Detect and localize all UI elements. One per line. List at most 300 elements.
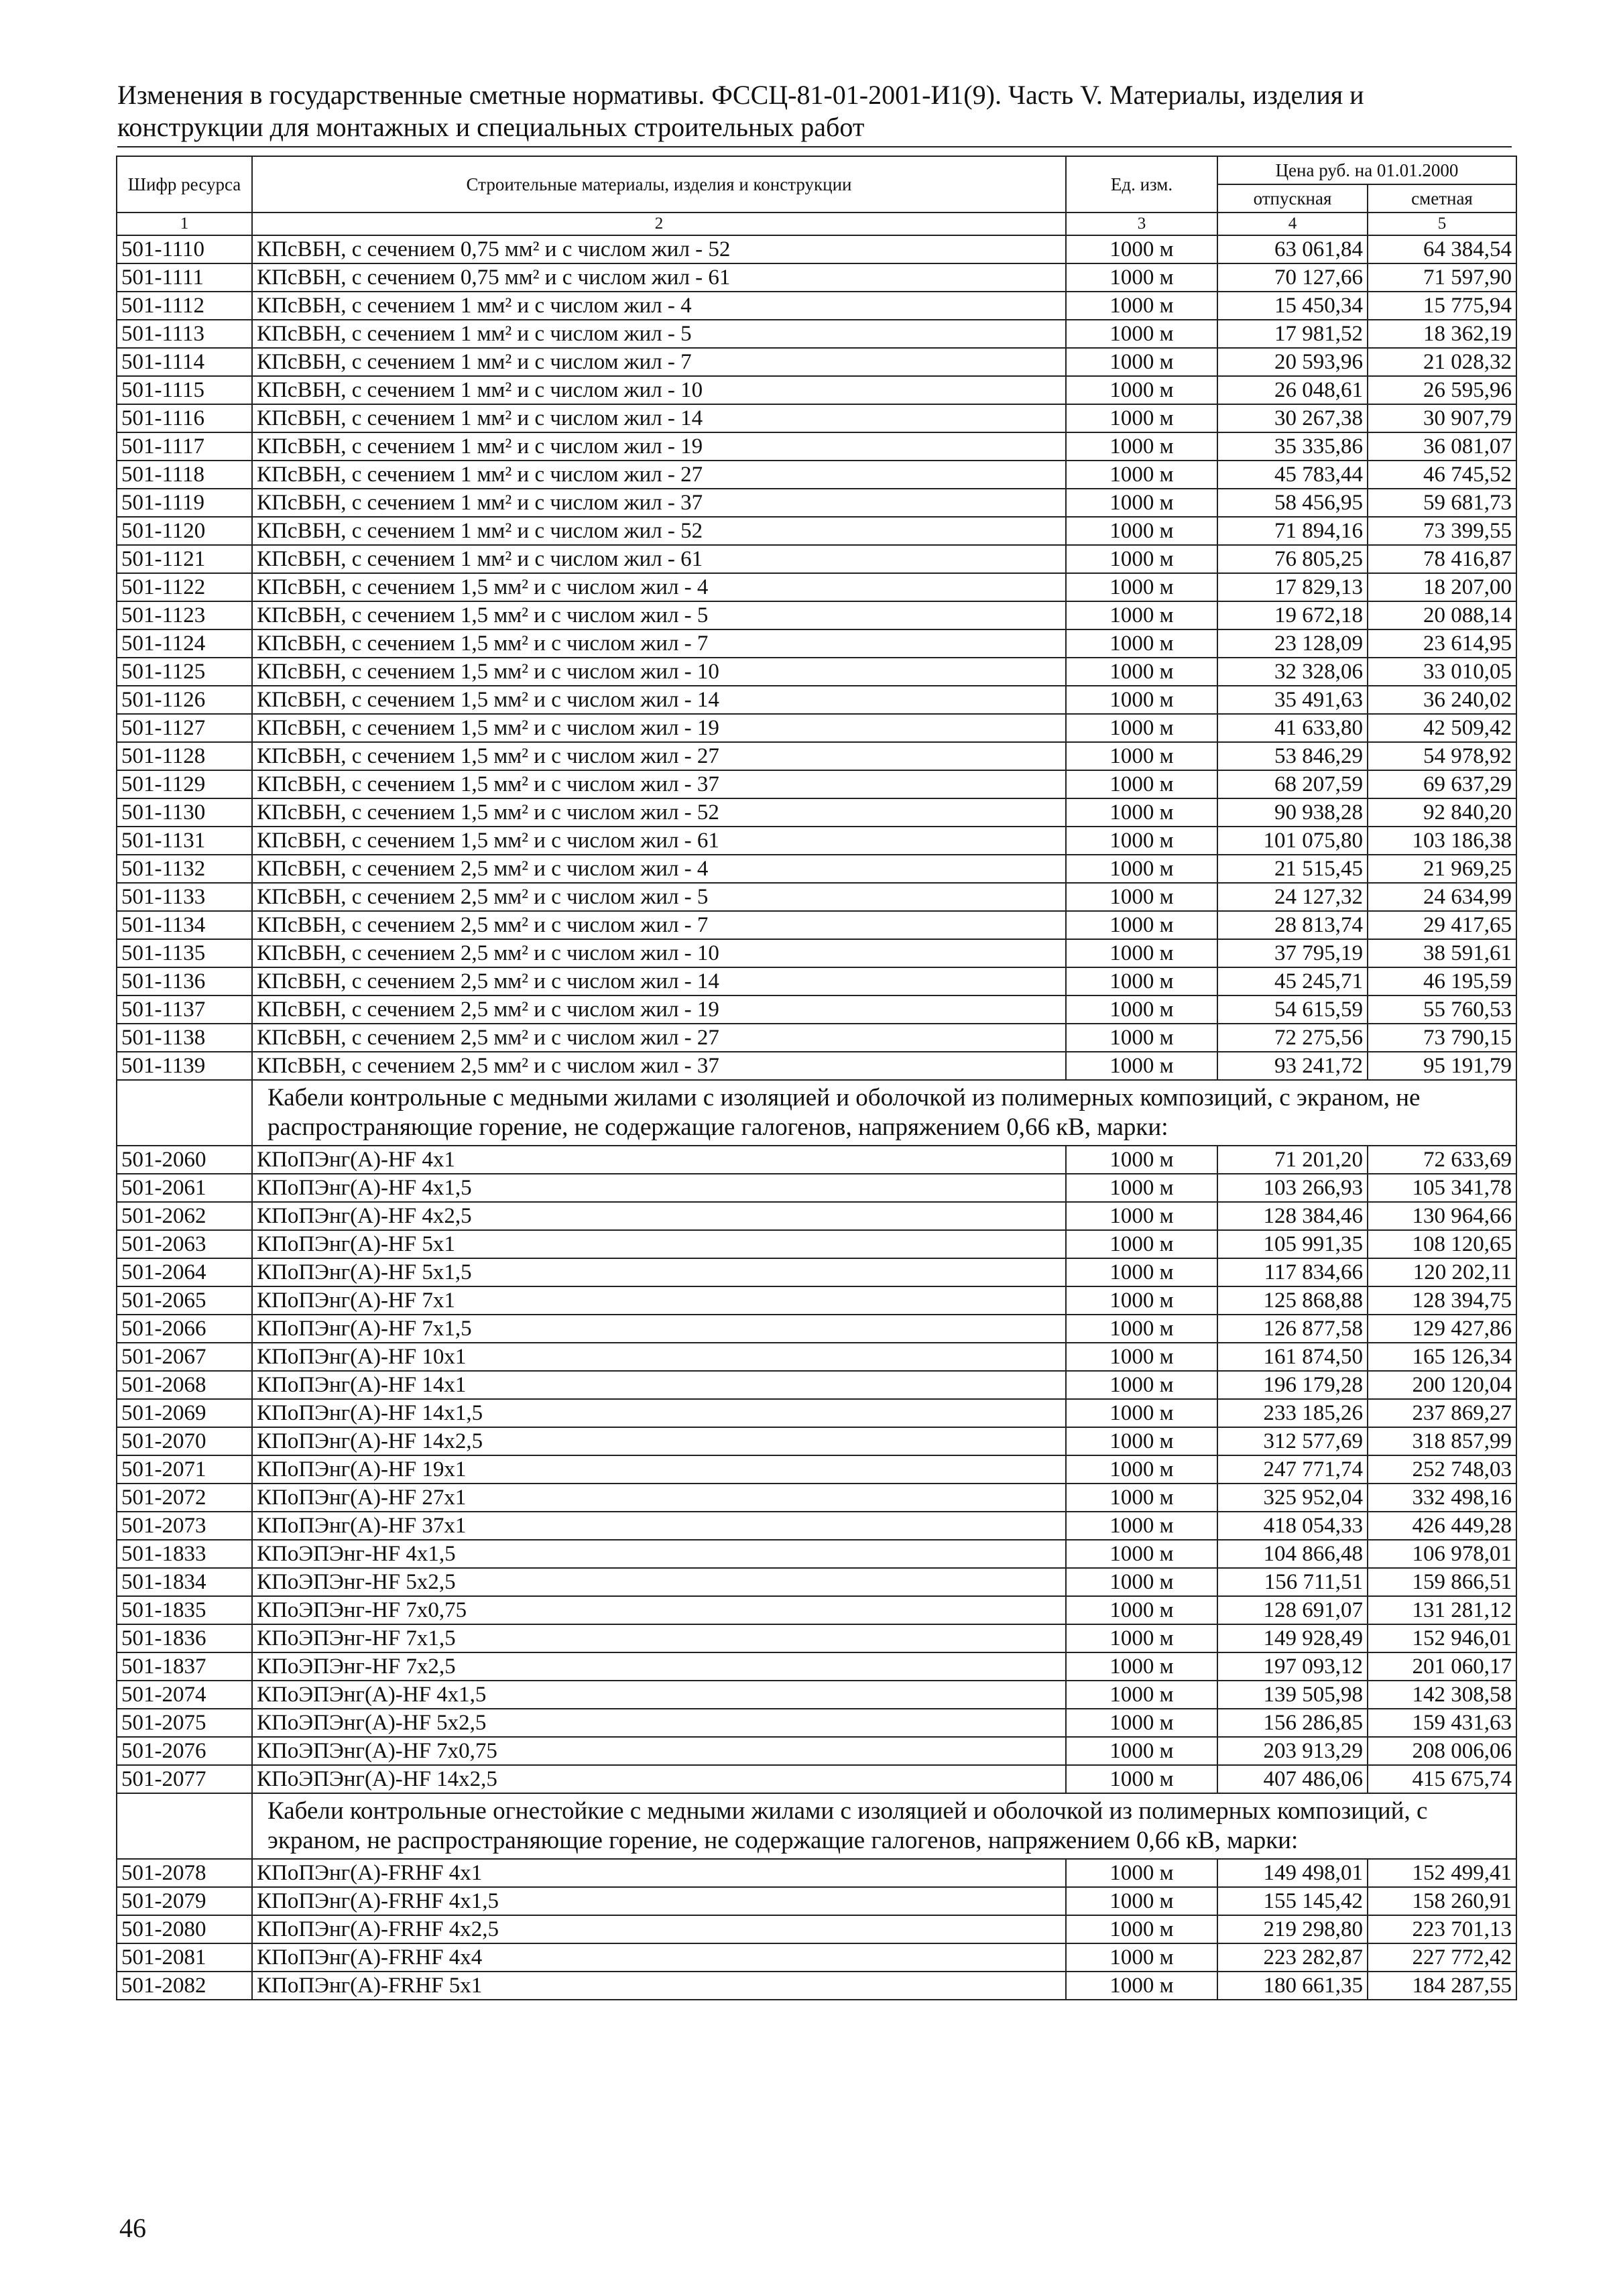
resource-code: 501-2078 bbox=[117, 1859, 252, 1887]
table-row bbox=[117, 489, 1516, 517]
table-row bbox=[117, 1455, 1516, 1484]
header-line-1: Изменения в государственные сметные нормативы. ФССЦ-81-01-2001-И1(9). Часть V. Материалы, изделия и bbox=[117, 80, 1364, 110]
material-name: КПоПЭнг(А)-FRHF 4x2,5 bbox=[252, 1915, 1066, 1943]
release-price: 203 913,29 bbox=[1217, 1737, 1368, 1765]
material-name: КПсВБН, с сечением 1 мм² и с числом жил - 27 bbox=[252, 461, 1066, 489]
table-row bbox=[117, 1258, 1516, 1286]
estimate-price: 129 427,86 bbox=[1368, 1315, 1516, 1343]
release-price: 105 991,35 bbox=[1217, 1230, 1368, 1258]
estimate-price: 78 416,87 bbox=[1368, 545, 1516, 573]
release-price: 70 127,66 bbox=[1217, 263, 1368, 292]
release-price: 233 185,26 bbox=[1217, 1399, 1368, 1427]
resource-code: 501-1833 bbox=[117, 1540, 252, 1568]
release-price: 223 282,87 bbox=[1217, 1943, 1368, 1972]
resource-code: 501-2069 bbox=[117, 1399, 252, 1427]
table-row bbox=[117, 292, 1516, 320]
estimate-price: 128 394,75 bbox=[1368, 1286, 1516, 1315]
header-rule bbox=[117, 146, 1512, 147]
resource-code: 501-1119 bbox=[117, 489, 252, 517]
estimate-price: 159 431,63 bbox=[1368, 1709, 1516, 1737]
resource-code: 501-1117 bbox=[117, 432, 252, 461]
material-name: КПоЭПЭнг-HF 5x2,5 bbox=[252, 1568, 1066, 1596]
unit-of-measure: 1000 м bbox=[1066, 1427, 1217, 1455]
release-price: 93 241,72 bbox=[1217, 1052, 1368, 1080]
estimate-price: 200 120,04 bbox=[1368, 1371, 1516, 1399]
table-row bbox=[117, 573, 1516, 601]
resource-code: 501-1139 bbox=[117, 1052, 252, 1080]
unit-of-measure: 1000 м bbox=[1066, 939, 1217, 967]
table-row bbox=[117, 320, 1516, 348]
material-name: КПсВБН, с сечением 1,5 мм² и с числом жил - 7 bbox=[252, 629, 1066, 658]
unit-of-measure: 1000 м bbox=[1066, 292, 1217, 320]
release-price: 312 577,69 bbox=[1217, 1427, 1368, 1455]
resource-code: 501-1121 bbox=[117, 545, 252, 573]
material-name: КПсВБН, с сечением 2,5 мм² и с числом жил - 10 bbox=[252, 939, 1066, 967]
estimate-price: 332 498,16 bbox=[1368, 1484, 1516, 1512]
estimate-price: 227 772,42 bbox=[1368, 1943, 1516, 1972]
header-line-2: конструкции для монтажных и специальных строительных работ bbox=[117, 112, 865, 142]
resource-code: 501-2065 bbox=[117, 1286, 252, 1315]
unit-of-measure: 1000 м bbox=[1066, 1540, 1217, 1568]
table-row bbox=[117, 404, 1516, 432]
estimate-price: 46 745,52 bbox=[1368, 461, 1516, 489]
document-header bbox=[117, 79, 1512, 143]
unit-of-measure: 1000 м bbox=[1066, 263, 1217, 292]
release-price: 104 866,48 bbox=[1217, 1540, 1368, 1568]
unit-of-measure: 1000 м bbox=[1066, 545, 1217, 573]
material-name: КПоПЭнг(А)-FRHF 4x1 bbox=[252, 1859, 1066, 1887]
section-header-row bbox=[117, 1793, 1516, 1859]
resource-code: 501-2063 bbox=[117, 1230, 252, 1258]
estimate-price: 33 010,05 bbox=[1368, 658, 1516, 686]
resource-code: 501-2079 bbox=[117, 1887, 252, 1915]
estimate-price: 95 191,79 bbox=[1368, 1052, 1516, 1080]
resource-code: 501-1138 bbox=[117, 1024, 252, 1052]
table-row bbox=[117, 545, 1516, 573]
table-row bbox=[117, 939, 1516, 967]
release-price: 101 075,80 bbox=[1217, 827, 1368, 855]
release-price: 247 771,74 bbox=[1217, 1455, 1368, 1484]
resource-code: 501-2072 bbox=[117, 1484, 252, 1512]
material-name: КПоПЭнг(А)-HF 10x1 bbox=[252, 1343, 1066, 1371]
resource-code: 501-1836 bbox=[117, 1624, 252, 1652]
material-name: КПоПЭнг(А)-HF 7x1,5 bbox=[252, 1315, 1066, 1343]
material-name: КПоПЭнг(А)-HF 7x1 bbox=[252, 1286, 1066, 1315]
release-price: 54 615,59 bbox=[1217, 995, 1368, 1024]
resource-code: 501-2061 bbox=[117, 1174, 252, 1202]
table-row bbox=[117, 1146, 1516, 1174]
release-price: 156 711,51 bbox=[1217, 1568, 1368, 1596]
release-price: 418 054,33 bbox=[1217, 1512, 1368, 1540]
unit-of-measure: 1000 м bbox=[1066, 1230, 1217, 1258]
release-price: 20 593,96 bbox=[1217, 348, 1368, 376]
release-price: 68 207,59 bbox=[1217, 770, 1368, 798]
resource-code: 501-1127 bbox=[117, 714, 252, 742]
release-price: 45 783,44 bbox=[1217, 461, 1368, 489]
unit-of-measure: 1000 м bbox=[1066, 461, 1217, 489]
release-price: 161 874,50 bbox=[1217, 1343, 1368, 1371]
material-name: КПсВБН, с сечением 2,5 мм² и с числом жил - 37 bbox=[252, 1052, 1066, 1080]
unit-of-measure: 1000 м bbox=[1066, 714, 1217, 742]
estimate-price: 59 681,73 bbox=[1368, 489, 1516, 517]
unit-of-measure: 1000 м bbox=[1066, 770, 1217, 798]
release-price: 139 505,98 bbox=[1217, 1681, 1368, 1709]
estimate-price: 92 840,20 bbox=[1368, 798, 1516, 827]
table-row bbox=[117, 883, 1516, 911]
column-number: 3 bbox=[1066, 213, 1217, 235]
table-row bbox=[117, 1859, 1516, 1887]
unit-of-measure: 1000 м bbox=[1066, 883, 1217, 911]
material-name: КПсВБН, с сечением 1,5 мм² и с числом жил - 27 bbox=[252, 742, 1066, 770]
section-title: Кабели контрольные огнестойкие с медными жилами с изоляцией и оболочкой из полимерных композиций, с экраном, не распространяющие горение, не содержащие галогенов, напряжением 0,66 кВ, марки: bbox=[252, 1793, 1516, 1859]
resource-code: 501-1834 bbox=[117, 1568, 252, 1596]
resource-code: 501-1123 bbox=[117, 601, 252, 629]
release-price: 103 266,93 bbox=[1217, 1174, 1368, 1202]
estimate-price: 108 120,65 bbox=[1368, 1230, 1516, 1258]
estimate-price: 208 006,06 bbox=[1368, 1737, 1516, 1765]
release-price: 76 805,25 bbox=[1217, 545, 1368, 573]
resource-code: 501-1112 bbox=[117, 292, 252, 320]
section-code-cell bbox=[117, 1080, 252, 1146]
section-header-row bbox=[117, 1080, 1516, 1146]
table-row bbox=[117, 855, 1516, 883]
material-name: КПоПЭнг(А)-HF 19x1 bbox=[252, 1455, 1066, 1484]
resource-code: 501-1124 bbox=[117, 629, 252, 658]
material-name: КПоПЭнг(А)-HF 4x1,5 bbox=[252, 1174, 1066, 1202]
estimate-price: 131 281,12 bbox=[1368, 1596, 1516, 1624]
unit-of-measure: 1000 м bbox=[1066, 827, 1217, 855]
estimate-price: 120 202,11 bbox=[1368, 1258, 1516, 1286]
table-row bbox=[117, 376, 1516, 404]
material-name: КПсВБН, с сечением 2,5 мм² и с числом жил - 7 bbox=[252, 911, 1066, 939]
release-price: 63 061,84 bbox=[1217, 235, 1368, 263]
estimate-price: 18 362,19 bbox=[1368, 320, 1516, 348]
resource-code: 501-1837 bbox=[117, 1652, 252, 1681]
resource-code: 501-2070 bbox=[117, 1427, 252, 1455]
unit-of-measure: 1000 м bbox=[1066, 1596, 1217, 1624]
header-name: Строительные материалы, изделия и конструкции bbox=[252, 156, 1066, 213]
material-name: КПсВБН, с сечением 1 мм² и с числом жил - 52 bbox=[252, 517, 1066, 545]
release-price: 19 672,18 bbox=[1217, 601, 1368, 629]
resource-code: 501-1128 bbox=[117, 742, 252, 770]
resource-code: 501-2066 bbox=[117, 1315, 252, 1343]
release-price: 407 486,06 bbox=[1217, 1765, 1368, 1793]
material-name: КПоЭПЭнг(А)-HF 5x2,5 bbox=[252, 1709, 1066, 1737]
unit-of-measure: 1000 м bbox=[1066, 742, 1217, 770]
material-name: КПоЭПЭнг-HF 4x1,5 bbox=[252, 1540, 1066, 1568]
column-numbers-row bbox=[117, 213, 1516, 235]
resource-code: 501-1130 bbox=[117, 798, 252, 827]
table-row bbox=[117, 1512, 1516, 1540]
material-name: КПоЭПЭнг(А)-HF 14x2,5 bbox=[252, 1765, 1066, 1793]
material-name: КПоПЭнг(А)-HF 37x1 bbox=[252, 1512, 1066, 1540]
release-price: 17 981,52 bbox=[1217, 320, 1368, 348]
release-price: 149 928,49 bbox=[1217, 1624, 1368, 1652]
unit-of-measure: 1000 м bbox=[1066, 1737, 1217, 1765]
table-row bbox=[117, 1972, 1516, 2000]
table-row bbox=[117, 1943, 1516, 1972]
material-name: КПсВБН, с сечением 1 мм² и с числом жил - 14 bbox=[252, 404, 1066, 432]
resource-code: 501-1118 bbox=[117, 461, 252, 489]
resource-code: 501-2082 bbox=[117, 1972, 252, 2000]
material-name: КПсВБН, с сечением 1,5 мм² и с числом жил - 52 bbox=[252, 798, 1066, 827]
resource-code: 501-1113 bbox=[117, 320, 252, 348]
estimate-price: 152 499,41 bbox=[1368, 1859, 1516, 1887]
estimate-price: 152 946,01 bbox=[1368, 1624, 1516, 1652]
release-price: 28 813,74 bbox=[1217, 911, 1368, 939]
table-row bbox=[117, 1709, 1516, 1737]
unit-of-measure: 1000 м bbox=[1066, 1371, 1217, 1399]
resource-code: 501-2064 bbox=[117, 1258, 252, 1286]
resource-code: 501-2062 bbox=[117, 1202, 252, 1230]
table-row bbox=[117, 348, 1516, 376]
material-name: КПсВБН, с сечением 2,5 мм² и с числом жил - 4 bbox=[252, 855, 1066, 883]
unit-of-measure: 1000 м bbox=[1066, 1512, 1217, 1540]
resource-code: 501-2076 bbox=[117, 1737, 252, 1765]
release-price: 219 298,80 bbox=[1217, 1915, 1368, 1943]
release-price: 196 179,28 bbox=[1217, 1371, 1368, 1399]
estimate-price: 64 384,54 bbox=[1368, 235, 1516, 263]
resource-code: 501-1126 bbox=[117, 686, 252, 714]
unit-of-measure: 1000 м bbox=[1066, 1943, 1217, 1972]
estimate-price: 106 978,01 bbox=[1368, 1540, 1516, 1568]
table-row bbox=[117, 995, 1516, 1024]
table-row bbox=[117, 1371, 1516, 1399]
table-row bbox=[117, 686, 1516, 714]
resource-code: 501-2060 bbox=[117, 1146, 252, 1174]
release-price: 128 384,46 bbox=[1217, 1202, 1368, 1230]
resource-code: 501-2074 bbox=[117, 1681, 252, 1709]
release-price: 30 267,38 bbox=[1217, 404, 1368, 432]
unit-of-measure: 1000 м bbox=[1066, 1972, 1217, 2000]
unit-of-measure: 1000 м bbox=[1066, 1146, 1217, 1174]
resource-code: 501-2067 bbox=[117, 1343, 252, 1371]
estimate-price: 36 081,07 bbox=[1368, 432, 1516, 461]
table-row bbox=[117, 770, 1516, 798]
release-price: 156 286,85 bbox=[1217, 1709, 1368, 1737]
material-name: КПсВБН, с сечением 1 мм² и с числом жил - 4 bbox=[252, 292, 1066, 320]
release-price: 197 093,12 bbox=[1217, 1652, 1368, 1681]
material-name: КПоПЭнг(А)-FRHF 4x1,5 bbox=[252, 1887, 1066, 1915]
material-name: КПсВБН, с сечением 1,5 мм² и с числом жил - 19 bbox=[252, 714, 1066, 742]
table-row bbox=[117, 432, 1516, 461]
release-price: 71 201,20 bbox=[1217, 1146, 1368, 1174]
material-name: КПоПЭнг(А)-HF 14x1 bbox=[252, 1371, 1066, 1399]
estimate-price: 71 597,90 bbox=[1368, 263, 1516, 292]
release-price: 37 795,19 bbox=[1217, 939, 1368, 967]
resource-code: 501-2068 bbox=[117, 1371, 252, 1399]
release-price: 117 834,66 bbox=[1217, 1258, 1368, 1286]
material-name: КПсВБН, с сечением 1 мм² и с числом жил - 10 bbox=[252, 376, 1066, 404]
material-name: КПоЭПЭнг(А)-HF 7x0,75 bbox=[252, 1737, 1066, 1765]
resource-code: 501-1114 bbox=[117, 348, 252, 376]
material-name: КПсВБН, с сечением 2,5 мм² и с числом жил - 19 bbox=[252, 995, 1066, 1024]
resource-code: 501-1120 bbox=[117, 517, 252, 545]
material-name: КПоЭПЭнг-HF 7x0,75 bbox=[252, 1596, 1066, 1624]
unit-of-measure: 1000 м bbox=[1066, 629, 1217, 658]
material-name: КПоЭПЭнг(А)-HF 4x1,5 bbox=[252, 1681, 1066, 1709]
unit-of-measure: 1000 м bbox=[1066, 798, 1217, 827]
estimate-price: 103 186,38 bbox=[1368, 827, 1516, 855]
resource-code: 501-1835 bbox=[117, 1596, 252, 1624]
table-row bbox=[117, 601, 1516, 629]
table-row bbox=[117, 1052, 1516, 1080]
unit-of-measure: 1000 м bbox=[1066, 1915, 1217, 1943]
estimate-price: 36 240,02 bbox=[1368, 686, 1516, 714]
material-name: КПсВБН, с сечением 2,5 мм² и с числом жил - 14 bbox=[252, 967, 1066, 995]
unit-of-measure: 1000 м bbox=[1066, 1343, 1217, 1371]
unit-of-measure: 1000 м bbox=[1066, 967, 1217, 995]
table-row bbox=[117, 1427, 1516, 1455]
estimate-price: 18 207,00 bbox=[1368, 573, 1516, 601]
unit-of-measure: 1000 м bbox=[1066, 517, 1217, 545]
material-name: КПсВБН, с сечением 1,5 мм² и с числом жил - 37 bbox=[252, 770, 1066, 798]
table-row bbox=[117, 742, 1516, 770]
material-name: КПоПЭнг(А)-HF 5x1,5 bbox=[252, 1258, 1066, 1286]
release-price: 24 127,32 bbox=[1217, 883, 1368, 911]
release-price: 325 952,04 bbox=[1217, 1484, 1368, 1512]
table-row bbox=[117, 1024, 1516, 1052]
resource-code: 501-1133 bbox=[117, 883, 252, 911]
material-name: КПсВБН, с сечением 1 мм² и с числом жил - 61 bbox=[252, 545, 1066, 573]
material-name: КПсВБН, с сечением 1 мм² и с числом жил - 5 bbox=[252, 320, 1066, 348]
resource-code: 501-1132 bbox=[117, 855, 252, 883]
unit-of-measure: 1000 м bbox=[1066, 1709, 1217, 1737]
estimate-price: 46 195,59 bbox=[1368, 967, 1516, 995]
unit-of-measure: 1000 м bbox=[1066, 376, 1217, 404]
resource-code: 501-2075 bbox=[117, 1709, 252, 1737]
table-row bbox=[117, 517, 1516, 545]
unit-of-measure: 1000 м bbox=[1066, 855, 1217, 883]
material-name: КПсВБН, с сечением 1 мм² и с числом жил - 7 bbox=[252, 348, 1066, 376]
material-name: КПоПЭнг(А)-HF 4x1 bbox=[252, 1146, 1066, 1174]
estimate-price: 426 449,28 bbox=[1368, 1512, 1516, 1540]
release-price: 128 691,07 bbox=[1217, 1596, 1368, 1624]
resource-code: 501-1136 bbox=[117, 967, 252, 995]
release-price: 41 633,80 bbox=[1217, 714, 1368, 742]
unit-of-measure: 1000 м bbox=[1066, 1681, 1217, 1709]
resource-code: 501-1122 bbox=[117, 573, 252, 601]
table-row bbox=[117, 629, 1516, 658]
estimate-price: 165 126,34 bbox=[1368, 1343, 1516, 1371]
material-name: КПсВБН, с сечением 2,5 мм² и с числом жил - 5 bbox=[252, 883, 1066, 911]
column-number: 4 bbox=[1217, 213, 1368, 235]
unit-of-measure: 1000 м bbox=[1066, 1174, 1217, 1202]
release-price: 90 938,28 bbox=[1217, 798, 1368, 827]
material-name: КПоПЭнг(А)-FRHF 4x4 bbox=[252, 1943, 1066, 1972]
table-row bbox=[117, 1399, 1516, 1427]
unit-of-measure: 1000 м bbox=[1066, 1052, 1217, 1080]
estimate-price: 69 637,29 bbox=[1368, 770, 1516, 798]
column-number: 5 bbox=[1368, 213, 1516, 235]
unit-of-measure: 1000 м bbox=[1066, 1455, 1217, 1484]
estimate-price: 73 399,55 bbox=[1368, 517, 1516, 545]
unit-of-measure: 1000 м bbox=[1066, 432, 1217, 461]
estimate-price: 30 907,79 bbox=[1368, 404, 1516, 432]
release-price: 155 145,42 bbox=[1217, 1887, 1368, 1915]
header-price-release: отпускная bbox=[1217, 184, 1368, 213]
estimate-price: 223 701,13 bbox=[1368, 1915, 1516, 1943]
material-name: КПсВБН, с сечением 1,5 мм² и с числом жил - 5 bbox=[252, 601, 1066, 629]
material-name: КПоЭПЭнг-HF 7x1,5 bbox=[252, 1624, 1066, 1652]
unit-of-measure: 1000 м bbox=[1066, 601, 1217, 629]
unit-of-measure: 1000 м bbox=[1066, 686, 1217, 714]
release-price: 26 048,61 bbox=[1217, 376, 1368, 404]
estimate-price: 158 260,91 bbox=[1368, 1887, 1516, 1915]
resource-code: 501-1135 bbox=[117, 939, 252, 967]
resource-code: 501-2080 bbox=[117, 1915, 252, 1943]
release-price: 35 491,63 bbox=[1217, 686, 1368, 714]
release-price: 53 846,29 bbox=[1217, 742, 1368, 770]
release-price: 23 128,09 bbox=[1217, 629, 1368, 658]
table-body bbox=[117, 235, 1516, 2000]
material-name: КПоПЭнг(А)-HF 5x1 bbox=[252, 1230, 1066, 1258]
release-price: 58 456,95 bbox=[1217, 489, 1368, 517]
material-name: КПсВБН, с сечением 1,5 мм² и с числом жил - 4 bbox=[252, 573, 1066, 601]
material-name: КПсВБН, с сечением 1 мм² и с числом жил - 19 bbox=[252, 432, 1066, 461]
material-name: КПсВБН, с сечением 1,5 мм² и с числом жил - 61 bbox=[252, 827, 1066, 855]
estimate-price: 29 417,65 bbox=[1368, 911, 1516, 939]
table-row bbox=[117, 1315, 1516, 1343]
release-price: 149 498,01 bbox=[1217, 1859, 1368, 1887]
resource-code: 501-2073 bbox=[117, 1512, 252, 1540]
material-name: КПсВБН, с сечением 1,5 мм² и с числом жил - 14 bbox=[252, 686, 1066, 714]
release-price: 72 275,56 bbox=[1217, 1024, 1368, 1052]
unit-of-measure: 1000 м bbox=[1066, 1315, 1217, 1343]
material-name: КПоПЭнг(А)-HF 27x1 bbox=[252, 1484, 1066, 1512]
material-name: КПоПЭнг(А)-HF 4x2,5 bbox=[252, 1202, 1066, 1230]
table-row bbox=[117, 911, 1516, 939]
estimate-price: 415 675,74 bbox=[1368, 1765, 1516, 1793]
release-price: 35 335,86 bbox=[1217, 432, 1368, 461]
estimate-price: 318 857,99 bbox=[1368, 1427, 1516, 1455]
unit-of-measure: 1000 м bbox=[1066, 1024, 1217, 1052]
estimate-price: 130 964,66 bbox=[1368, 1202, 1516, 1230]
release-price: 180 661,35 bbox=[1217, 1972, 1368, 2000]
section-title: Кабели контрольные с медными жилами с изоляцией и оболочкой из полимерных композиций, с экраном, не распространяющие горение, не содержащие галогенов, напряжением 0,66 кВ, марки: bbox=[252, 1080, 1516, 1146]
resource-code: 501-2071 bbox=[117, 1455, 252, 1484]
release-price: 21 515,45 bbox=[1217, 855, 1368, 883]
estimate-price: 26 595,96 bbox=[1368, 376, 1516, 404]
estimate-price: 42 509,42 bbox=[1368, 714, 1516, 742]
material-name: КПсВБН, с сечением 0,75 мм² и с числом жил - 52 bbox=[252, 235, 1066, 263]
estimate-price: 38 591,61 bbox=[1368, 939, 1516, 967]
table-row bbox=[117, 1174, 1516, 1202]
estimate-price: 21 969,25 bbox=[1368, 855, 1516, 883]
unit-of-measure: 1000 м bbox=[1066, 1859, 1217, 1887]
unit-of-measure: 1000 м bbox=[1066, 348, 1217, 376]
table-row bbox=[117, 1765, 1516, 1793]
estimate-price: 54 978,92 bbox=[1368, 742, 1516, 770]
estimate-price: 237 869,27 bbox=[1368, 1399, 1516, 1427]
estimate-price: 105 341,78 bbox=[1368, 1174, 1516, 1202]
price-table bbox=[116, 156, 1517, 2000]
unit-of-measure: 1000 м bbox=[1066, 1286, 1217, 1315]
estimate-price: 142 308,58 bbox=[1368, 1681, 1516, 1709]
table-row bbox=[117, 1286, 1516, 1315]
unit-of-measure: 1000 м bbox=[1066, 404, 1217, 432]
material-name: КПсВБН, с сечением 0,75 мм² и с числом жил - 61 bbox=[252, 263, 1066, 292]
table-row bbox=[117, 461, 1516, 489]
table-row bbox=[117, 714, 1516, 742]
unit-of-measure: 1000 м bbox=[1066, 489, 1217, 517]
release-price: 45 245,71 bbox=[1217, 967, 1368, 995]
estimate-price: 24 634,99 bbox=[1368, 883, 1516, 911]
material-name: КПсВБН, с сечением 2,5 мм² и с числом жил - 27 bbox=[252, 1024, 1066, 1052]
resource-code: 501-1134 bbox=[117, 911, 252, 939]
material-name: КПоПЭнг(А)-FRHF 5x1 bbox=[252, 1972, 1066, 2000]
unit-of-measure: 1000 м bbox=[1066, 1399, 1217, 1427]
